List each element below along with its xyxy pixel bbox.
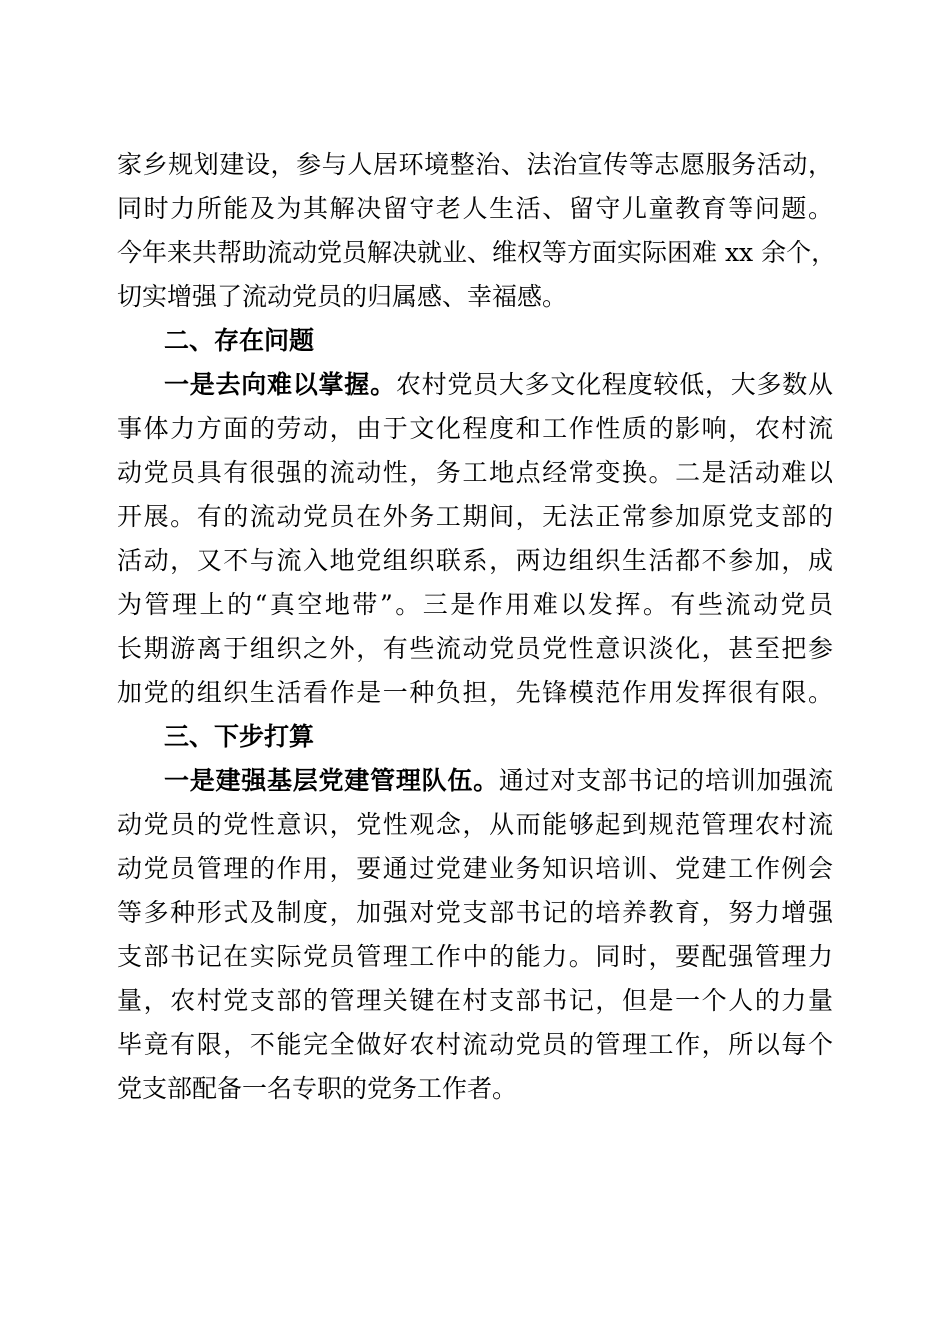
paragraph-first-line <box>164 366 833 404</box>
paragraph-line: 动党员具有很强的流动性，务工地点经常变换。二是活动难以 <box>117 458 833 487</box>
paragraph-line: 开展。有的流动党员在外务工期间，无法正常参加原党支部的 <box>117 502 833 531</box>
paragraph-line: 毕竟有限，不能完全做好农村流动党员的管理工作，所以每个 <box>117 1030 833 1059</box>
paragraph-line: 切实增强了流动党员的归属感、幸福感。 <box>117 282 568 311</box>
paragraph-lead: 一是建强基层党建管理队伍。 <box>164 766 499 795</box>
paragraph-line: 动党员的党性意识，党性观念，从而能够起到规范管理农村流 <box>117 810 833 839</box>
paragraph-line: 家乡规划建设，参与人居环境整治、法治宣传等志愿服务活动， <box>117 150 833 179</box>
paragraph-line: 长期游离于组织之外，有些流动党员党性意识淡化，甚至把参 <box>117 634 833 663</box>
paragraph-text: 通过对支部书记的培训加强流 <box>498 766 833 795</box>
paragraph-line: 党支部配备一名专职的党务工作者。 <box>117 1074 518 1103</box>
paragraph-line: 等多种形式及制度，加强对党支部书记的培养教育，努力增强 <box>117 898 833 927</box>
paragraph-line: 动党员管理的作用，要通过党建业务知识培训、党建工作例会 <box>117 854 833 883</box>
paragraph-line: 量，农村党支部的管理关键在村支部书记，但是一个人的力量 <box>117 986 833 1015</box>
paragraph-line: 同时力所能及为其解决留守老人生活、留守儿童教育等问题。 <box>117 194 833 223</box>
paragraph-line: 今年来共帮助流动党员解决就业、维权等方面实际困难 xx 余个， <box>117 238 837 267</box>
paragraph-line: 支部书记在实际党员管理工作中的能力。同时，要配强管理力 <box>117 942 833 971</box>
paragraph-first-line <box>164 762 833 800</box>
section-heading: 二、存在问题 <box>164 326 315 355</box>
paragraph-line: 为管理上的“真空地带”。三是作用难以发挥。有些流动党员 <box>117 590 833 619</box>
section-heading: 三、下步打算 <box>164 722 315 751</box>
paragraph-lead: 一是去向难以掌握。 <box>164 370 396 399</box>
paragraph-text: 农村党员大多文化程度较低，大多数从 <box>395 370 833 399</box>
paragraph-line: 加党的组织生活看作是一种负担，先锋模范作用发挥很有限。 <box>117 678 833 707</box>
paragraph-line: 活动，又不与流入地党组织联系，两边组织生活都不参加，成 <box>117 546 833 575</box>
paragraph-line: 事体力方面的劳动，由于文化程度和工作性质的影响，农村流 <box>117 414 833 443</box>
